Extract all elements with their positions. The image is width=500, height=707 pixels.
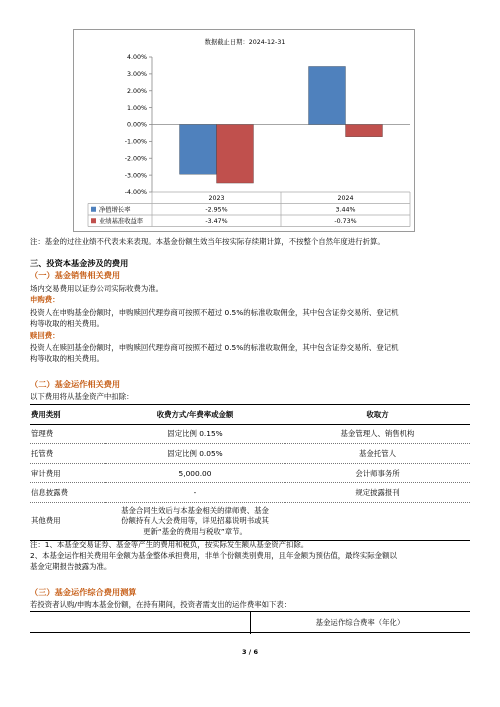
- table-row: [30, 424, 470, 444]
- fee-rate: 固定比例 0.15%: [105, 424, 285, 444]
- fee-table: [30, 404, 470, 541]
- performance-chart-svg: [74, 30, 416, 233]
- legend-swatch: [91, 207, 96, 212]
- y-tick-label: 3.00%: [126, 71, 147, 79]
- table-row: [30, 463, 470, 483]
- fee-category: 信息披露费: [30, 483, 105, 503]
- other-fee-line3: 更新“基金的费用与税收”章节。: [143, 526, 247, 536]
- fee-category: 审计费用: [30, 463, 105, 483]
- fee-rate: 固定比例 0.05%: [105, 444, 285, 464]
- data-label: -3.47%: [205, 217, 228, 225]
- table-row: [30, 483, 470, 503]
- fee-payee: [285, 502, 470, 540]
- fee-category: 管理费: [30, 424, 105, 444]
- bar-2024-0: [309, 66, 346, 124]
- purchase-fee-line2: 构等收取的相关费用。: [30, 319, 104, 328]
- comprehensive-fee-table: [30, 611, 470, 633]
- redeem-fee-line1: 投资人在赎回基金份额时，申购赎回代理券商可按照不超过 0.5%的标准收取佣金，其中包含证券交易所、登记机: [30, 343, 399, 352]
- data-label: -0.73%: [334, 217, 357, 225]
- redeem-fee-line2: 构等收取的相关费用。: [30, 354, 104, 363]
- y-tick-label: -3.00%: [124, 172, 147, 180]
- comprehensive-fees-intro: 若投资者认购/申购本基金份额，在持有期间，投资者需支出的运作费率如下表：: [30, 600, 292, 609]
- performance-chart: [73, 29, 415, 232]
- y-tick-label: 0.00%: [126, 121, 147, 129]
- fee-note-2-line1: 2、本基金运作相关费用年金额为基金整体承担费用，非单个份额类别费用，且年金额为预估值，最终实际金额以: [30, 551, 397, 560]
- legend-series-name: 净值增长率: [99, 206, 131, 214]
- chart-note: 注：基金的过往业绩不代表未来表现。本基金份额生效当年按实际存续期计算，不按整个自然年度进行折算。: [30, 237, 385, 246]
- fee-note-2-line2: 基金定期报告披露为准。: [30, 562, 112, 571]
- header-fee-payee: 收取方: [285, 405, 470, 425]
- y-tick-label: -1.00%: [124, 138, 147, 146]
- bar-2023-1: [217, 125, 254, 184]
- section-title: 三、投资本基金涉及的费用: [30, 258, 129, 268]
- bar-2024-1: [346, 125, 383, 137]
- header-fee-rate: 收费方式/年费率或金额: [105, 405, 285, 425]
- subsection-title-operation-fees: （二）基金运作相关费用: [30, 379, 121, 389]
- comprehensive-fee-header: 基金运作综合费率（年化）: [315, 618, 405, 627]
- y-tick-label: 1.00%: [126, 104, 147, 112]
- fee-rate: -: [105, 483, 285, 503]
- fee-category: 其他费用: [30, 502, 105, 540]
- y-tick-label: 4.00%: [126, 54, 147, 62]
- fee-payee: 会计师事务所: [285, 463, 470, 483]
- y-tick-label: 2.00%: [126, 87, 147, 95]
- operation-fees-intro: 以下费用将从基金资产中扣除：: [30, 392, 134, 401]
- data-label: -2.95%: [205, 206, 228, 214]
- legend-series-name: 业绩基准收益率: [99, 217, 144, 225]
- redeem-fee-title: 赎回费：: [30, 331, 60, 340]
- subsection-title-sales-fees: （一）基金销售相关费用: [30, 270, 121, 280]
- subsection-title-comprehensive-fees: （三）基金运作综合费用测算: [30, 587, 137, 597]
- page-number: 3 / 6: [242, 648, 258, 656]
- purchase-fee-title: 申购费：: [30, 295, 60, 304]
- fee-payee: 规定披露报刊: [285, 483, 470, 503]
- fee-rate: 5,000.00: [105, 463, 285, 483]
- other-fee-line2: 份额持有人大会费用等，详见招募说明书或其: [121, 516, 269, 526]
- data-label: 3.44%: [335, 206, 356, 214]
- category-label: 2023: [208, 194, 225, 202]
- fee-payee: 基金托管人: [285, 444, 470, 464]
- sales-fees-intro: 场内交易费用以证券公司实际收费为准。: [30, 284, 164, 293]
- fee-payee: 基金管理人、销售机构: [285, 424, 470, 444]
- chart-title: 数据截止日期：2024-12-31: [204, 39, 286, 46]
- other-fee-line1: 基金合同生效后与本基金相关的律师费、基金: [121, 505, 269, 515]
- bar-2023-0: [180, 125, 217, 175]
- y-tick-label: -2.00%: [124, 155, 147, 163]
- fee-note-1: 注：1、本基金交易证券、基金等产生的费用和税负，按实际发生额从基金资产扣除。: [30, 540, 309, 549]
- legend-table: [88, 192, 410, 227]
- fee-category: 托管费: [30, 444, 105, 464]
- fee-rate: [105, 502, 285, 540]
- header-fee-category: 费用类别: [30, 405, 105, 425]
- fee-table-header: [30, 405, 470, 425]
- legend-swatch: [91, 218, 96, 223]
- y-tick-label: -4.00%: [124, 189, 147, 197]
- category-label: 2024: [337, 194, 354, 202]
- table-row: [30, 502, 470, 540]
- purchase-fee-line1: 投资人在申购基金份额时，申购赎回代理券商可按照不超过 0.5%的标准收取佣金，其中包含证券交易所、登记机: [30, 308, 399, 317]
- table-row: [30, 444, 470, 464]
